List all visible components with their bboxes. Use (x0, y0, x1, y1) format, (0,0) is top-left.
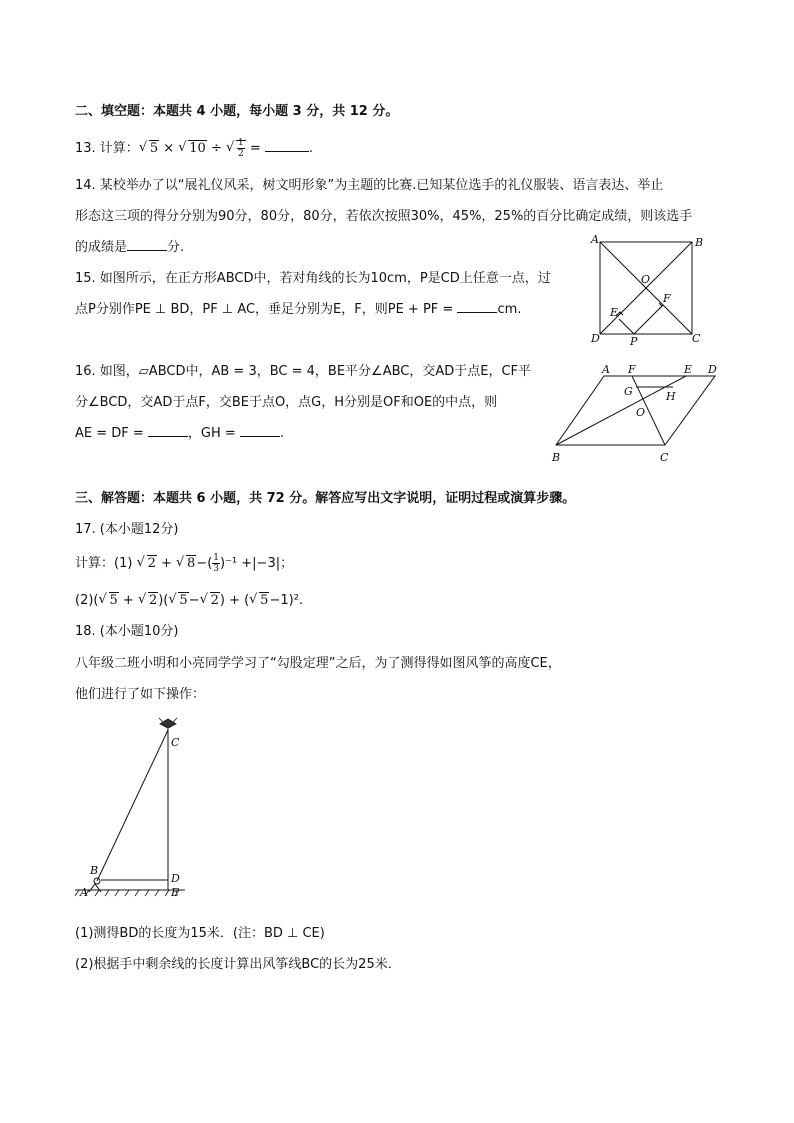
q17-p2-b: + (118, 593, 138, 608)
label-e: E (684, 363, 693, 376)
question-18-step-1: (1)测得BD的长度为15米．(注：BD ⊥ CE) (75, 926, 325, 941)
figure-kite (75, 716, 195, 912)
q17-p1-exp: )⁻¹ +|−3|； (220, 556, 294, 571)
question-16-line-1: 16. 如图，▱ABCD中，AB = 3，BC = 4，BE平分∠ABC，交AD于点E，CF平 (75, 364, 532, 379)
question-18-title: 18. (本小题10分) (75, 624, 179, 639)
q13-fraction: √ $\frac{1}{2}$ (237, 138, 244, 159)
q15-line2-b: cm. (497, 302, 522, 317)
kite-icon (159, 718, 177, 728)
label-o: O (641, 273, 651, 286)
label-a: A (602, 363, 610, 376)
question-17-part-2 (75, 587, 725, 615)
question-17-part-1 (75, 550, 725, 578)
label-b: B (90, 864, 99, 877)
q13-answer-blank[interactable] (265, 137, 309, 152)
q17-p2-radical-5: √ 5 (249, 587, 269, 615)
label-d: D (708, 363, 717, 376)
segment-be (556, 376, 686, 445)
label-b: B (552, 451, 561, 464)
label-f: F (628, 363, 636, 376)
q17-p2-d: − (188, 593, 200, 608)
label-h: H (666, 390, 676, 403)
label-e: E (171, 886, 180, 899)
question-15-line-1: 15. 如图所示，在正方形ABCD中，若对角线的长为10cm，P是CD上任意一点，过 (75, 271, 551, 286)
segment-pf (634, 305, 663, 334)
q13-times: × (159, 141, 179, 156)
q17-p2-radical-3: √ 5 (168, 587, 188, 615)
q17-p2-a: (2)( (75, 593, 99, 608)
person-legs (89, 884, 101, 892)
q17-p2-e: ) + ( (219, 593, 250, 608)
q17-p1-radical-1: √ 2 (137, 550, 157, 578)
label-a: A (591, 233, 599, 246)
q16-line3-b: ，GH = (187, 426, 240, 441)
q16-line3-c: . (279, 426, 285, 441)
q13-prefix: 13. 计算： (75, 141, 139, 156)
q17-p1-minus: −( (196, 556, 213, 571)
segment-pe (619, 319, 634, 334)
q17-p2-f: −1)². (269, 593, 304, 608)
q13-radical-3 (226, 135, 246, 163)
q13-eq: = (245, 141, 265, 156)
kite-string-bc (97, 730, 168, 881)
question-18-line-2: 他们进行了如下操作： (75, 687, 206, 702)
question-16-line-2: 分∠BCD，交AD于点F，交BE于点O，点G，H分别是OF和OE的中点，则 (75, 395, 498, 410)
q14-line3-b: 分. (167, 240, 185, 255)
label-c: C (692, 332, 701, 345)
question-14-line-2: 形态这三项的得分分别为90分，80分，80分，若依次按照30%，45%，25%的百分比确定成绩，则该选手 (75, 209, 693, 224)
figure-parallelogram-abcd (548, 360, 728, 468)
q14-line3-a: 的成绩是 (75, 240, 128, 255)
q17-p2-radical-1: √ 5 (99, 587, 119, 615)
question-14-line-1: 14. 某校举办了以“展礼仪风采，树文明形象”为主题的比赛.已知某位选手的礼仪服装、语言表达、举止 (75, 178, 664, 193)
section-2-header: 二、填空题：本题共 4 小题，每小题 3 分，共 12 分。 (75, 104, 399, 119)
question-13 (75, 135, 725, 163)
q16-answer-blank-1[interactable] (148, 422, 188, 437)
question-18-line-1: 八年级二班小明和小亮同学学习了“勾股定理”之后，为了测得得如图风筝的高度CE， (75, 656, 561, 671)
q17-p1-fraction: $\frac{1}{3}$ (213, 553, 219, 574)
q16-line3-a: AE = DF = (75, 426, 148, 441)
label-g: G (624, 385, 633, 398)
ground-hatching (75, 890, 179, 896)
q15-answer-blank[interactable] (457, 298, 497, 313)
label-o: O (636, 406, 646, 419)
q13-div: ÷ (206, 141, 226, 156)
q15-line2-a: 点P分别作PE ⊥ BD，PF ⊥ AC，垂足分别为E，F，则PE + PF = (75, 302, 458, 317)
q17-p2-radical-4: √ 2 (200, 587, 220, 615)
label-f: F (663, 292, 671, 305)
q17-p1-prefix: 计算：(1) (75, 556, 137, 571)
label-b: B (695, 236, 704, 249)
section-3-header: 三、解答题：本题共 6 小题，共 72 分。解答应写出文字说明，证明过程或演算步骤。 (75, 491, 576, 506)
q17-p2-c: )( (158, 593, 169, 608)
q17-p1-plus: + (156, 556, 177, 571)
q14-answer-blank[interactable] (127, 236, 167, 251)
label-d: D (591, 332, 600, 345)
label-d: D (171, 872, 180, 885)
label-a: A (80, 886, 88, 899)
q17-p1-radical-2: √ 8 (176, 550, 196, 578)
q16-answer-blank-2[interactable] (240, 422, 280, 437)
q13-end: . (308, 141, 314, 156)
q13-radical-2: √ 10 (178, 135, 207, 163)
question-17-title: 17. (本小题12分) (75, 522, 179, 537)
figure-square-abcd (585, 232, 710, 347)
q13-radical-1: √ 5 (139, 135, 159, 163)
q17-p2-radical-2: √ 2 (138, 587, 158, 615)
label-p: P (630, 335, 638, 347)
label-e: E (610, 306, 619, 319)
question-18-step-2: (2)根据手中剩余线的长度计算出风筝线BC的长为25米． (75, 957, 401, 972)
label-c: C (171, 736, 180, 749)
label-c: C (660, 451, 669, 464)
